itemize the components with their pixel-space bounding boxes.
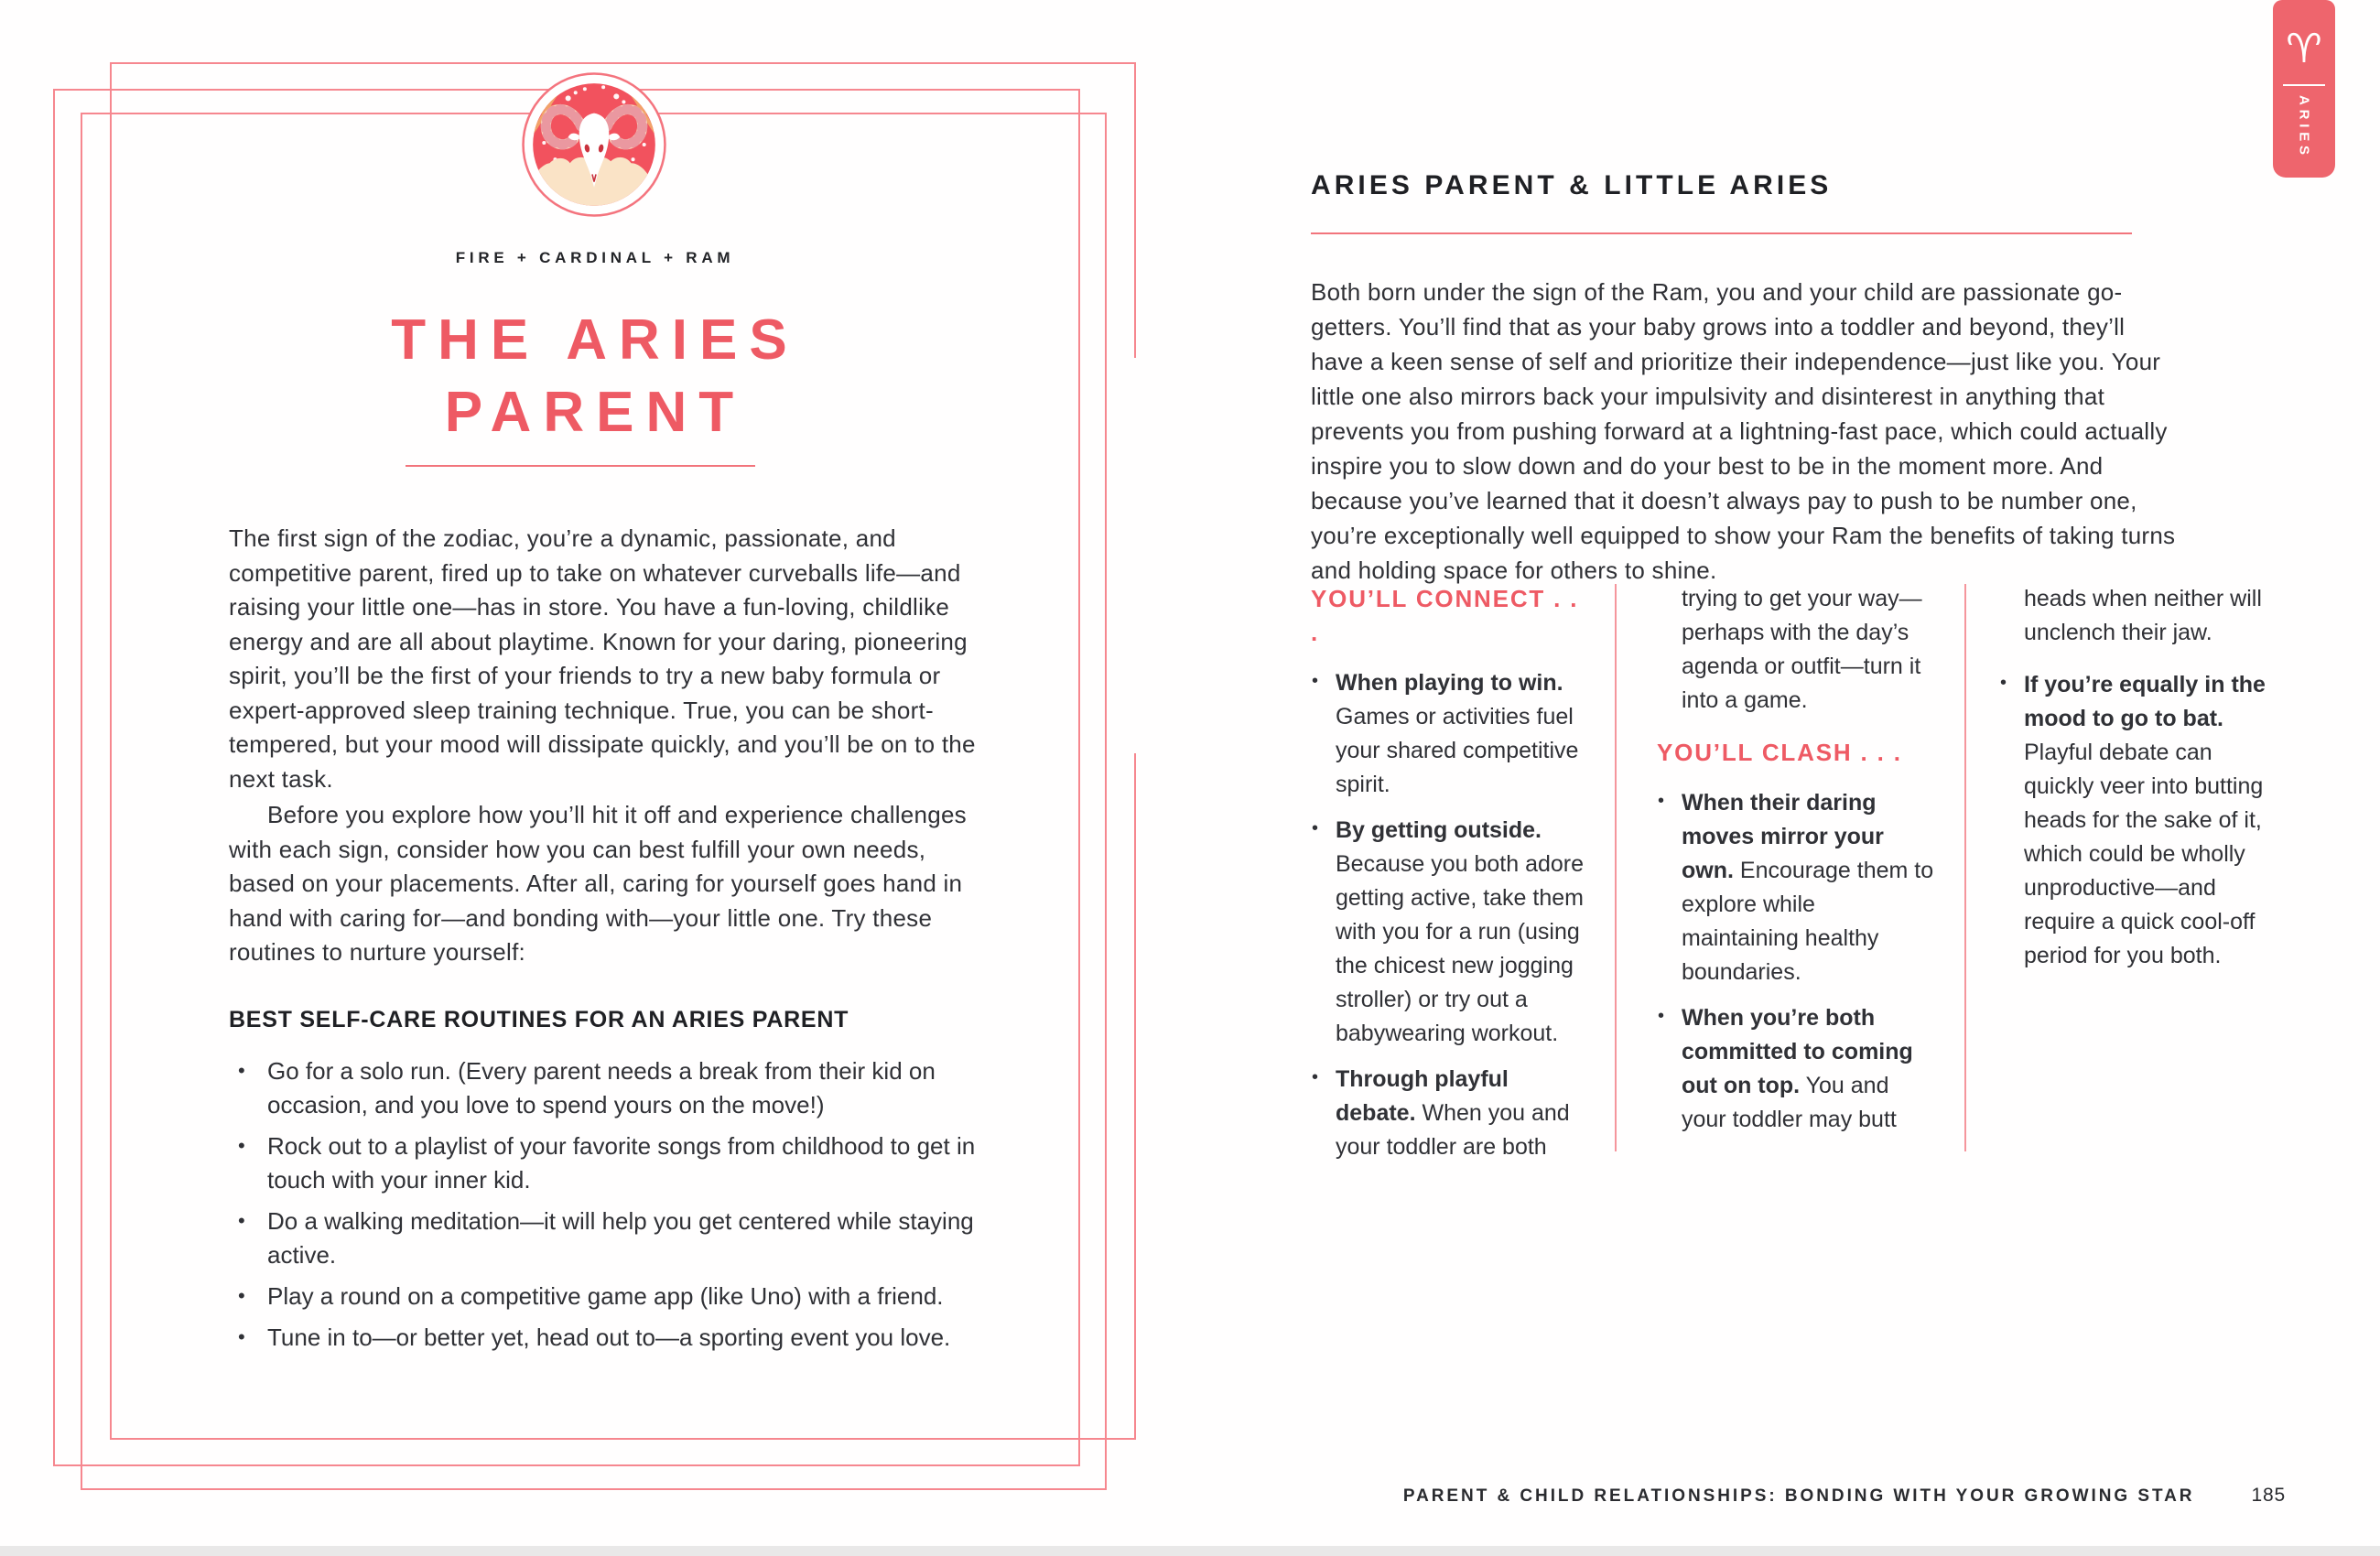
- heading-underline-rule: [1311, 232, 2132, 234]
- tab-divider-line: [2283, 84, 2325, 86]
- page-number: 185: [2251, 1485, 2286, 1506]
- bullet-marker: •: [238, 1284, 245, 1307]
- running-footer-text: PARENT & CHILD RELATIONSHIPS: BONDING WITH YOUR GROWING STAR: [1402, 1486, 2195, 1506]
- clash-heading: YOU’LL CLASH . . .: [1657, 739, 1902, 766]
- bullet-marker: •: [238, 1134, 245, 1157]
- list-item-lead: When playing to win.: [1336, 670, 1563, 696]
- page-bottom-edge: [0, 1546, 2380, 1556]
- list-item: [229, 1280, 993, 1313]
- list-item: [229, 1054, 993, 1122]
- connect-heading: YOU’LL CONNECT . . .: [1311, 585, 1579, 646]
- column-divider-rule: [1964, 584, 1966, 1151]
- list-item-text: Because you both adore getting active, take them with you for a run (using the chicest new jogging stroller) or try out a babywearing workout.: [1336, 851, 1585, 1046]
- list-item-text: Playful debate can quickly veer into butting heads for the sake of it, which could be wholly unproductive—and require a quick cool-off period for you both.: [2024, 740, 2264, 968]
- selfcare-list: [229, 1054, 993, 1362]
- list-item: [229, 1321, 993, 1355]
- frame-line-gap: [1130, 358, 1138, 753]
- bullet-marker: •: [238, 1209, 245, 1232]
- list-item-text: Play a round on a competitive game app (like Uno) with a friend.: [267, 1282, 944, 1310]
- list-item: [1657, 786, 1936, 989]
- section-intro-paragraph: Both born under the sign of the Ram, you and your child are passionate go-getters. You’ll find that as your baby grows into a toddler and beyond, they’ll have a keen sense of self and prioritize their independence—just like you. Your little one also mirrors back your impulsivity and disinterest in anything that prevents you from pushing forward at a lightning-fast pace, which could actually inspire you to slow down and do your best to be in the moment more. And because you’ve learned that it doesn’t always pay to push to be number one, you’re exceptionally well equipped to show your Ram the benefits of taking turns and holding space for others to shine.: [1311, 278, 2176, 584]
- column-1: [1311, 582, 1590, 1176]
- list-item-lead: Through playful debate.: [1336, 1066, 1509, 1126]
- bullet-marker: •: [2000, 673, 2007, 693]
- list-item: [1311, 814, 1590, 1051]
- list-item-lead: By getting outside.: [1336, 817, 1542, 843]
- list-item-text: Encourage them to explore while maintaining healthy boundaries.: [1682, 858, 1934, 985]
- bullet-marker: •: [1312, 818, 1319, 838]
- list-item-text: You and your toddler may butt: [1682, 1073, 1897, 1132]
- bullet-marker: •: [1312, 1067, 1319, 1087]
- section-heading: ARIES PARENT & LITTLE ARIES: [1311, 170, 1833, 200]
- list-item-text: Games or activities fuel your shared competitive spirit.: [1336, 704, 1579, 797]
- list-item: [1657, 1001, 1936, 1137]
- aries-ram-illustration: [520, 70, 668, 219]
- bullet-marker: •: [238, 1325, 245, 1348]
- list-item-lead: When their daring moves mirror your own.: [1682, 790, 1884, 883]
- list-item-text: Rock out to a playlist of your favorite songs from childhood to get in touch with your inner kid.: [267, 1132, 976, 1194]
- list-item: [1999, 668, 2278, 973]
- bullet-marker: •: [1658, 791, 1665, 811]
- page-title-line2: PARENT: [444, 381, 746, 444]
- page-title: [119, 304, 1071, 448]
- page-title-line1: THE ARIES: [391, 308, 799, 372]
- column-continuation-text: trying to get your way—perhaps with the day’s agenda or outfit—turn it into a game.: [1682, 586, 1922, 713]
- list-item-text: Tune in to—or better yet, head out to—a sporting event you love.: [267, 1324, 951, 1351]
- list-item-text: Go for a solo run. (Every parent needs a break from their kid on occasion, and you love to spend yours on the move!): [267, 1057, 936, 1118]
- column-continuation-text: heads when neither will unclench their jaw.: [2024, 586, 2262, 645]
- bullet-marker: •: [1312, 671, 1319, 691]
- aries-symbol-icon: ♈: [2286, 26, 2322, 72]
- element-kicker: FIRE + CARDINAL + RAM: [455, 249, 735, 266]
- list-item-lead: If you’re equally in the mood to go to bat.: [2024, 672, 2266, 731]
- bullet-marker: •: [238, 1059, 245, 1082]
- selfcare-heading: BEST SELF-CARE ROUTINES FOR AN ARIES PARENT: [229, 1007, 849, 1032]
- bullet-marker: •: [1658, 1006, 1665, 1026]
- column-2: [1657, 582, 1936, 1149]
- list-item: [1311, 1063, 1590, 1164]
- tab-label: ARIES: [2296, 95, 2312, 159]
- column-divider-rule: [1615, 584, 1617, 1151]
- list-item-text: Do a walking meditation—it will help you get centered while staying active.: [267, 1207, 974, 1269]
- column-3: [1999, 582, 2278, 985]
- chapter-tab-aries: [2273, 0, 2335, 178]
- list-item: [229, 1205, 993, 1272]
- page-footer: [0, 1485, 2286, 1507]
- intro-paragraph-1: The first sign of the zodiac, you’re a dynamic, passionate, and competitive parent, fired up to take on whatever curveballs life—and raising your little one—has in store. You have a fun-loving, childlike energy and are all about playtime. Known for your daring, pioneering spirit, you’ll be the first of your friends to try a new baby formula or expert-approved sleep training technique. True, you can be short-tempered, but your mood will dissipate quickly, and you’ll be on to the next task.: [229, 524, 976, 793]
- list-item-lead: When you’re both committed to coming out on top.: [1682, 1005, 1913, 1098]
- list-item-text: When you and your toddler are both: [1336, 1100, 1570, 1160]
- list-item: [1311, 666, 1590, 802]
- intro-paragraph-2: Before you explore how you’ll hit it off and experience challenges with each sign, consider how you can best fulfill your own needs, based on your placements. After all, caring for yourself goes hand in hand with caring for—and bonding with—your little one. Try these routines to nurture yourself:: [229, 801, 967, 966]
- title-divider-rule: [406, 465, 755, 467]
- list-item: [229, 1129, 993, 1197]
